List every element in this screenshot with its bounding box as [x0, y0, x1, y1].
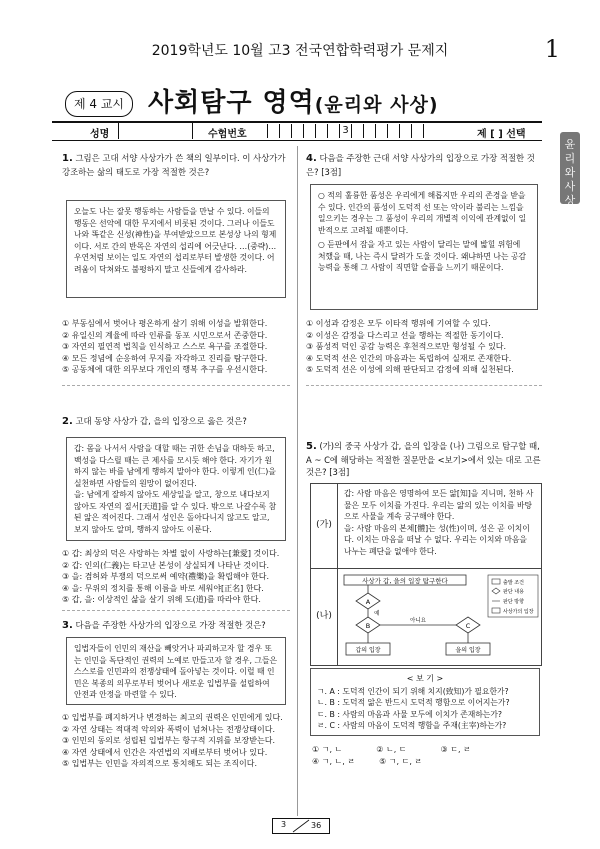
- node-b: B: [365, 622, 371, 630]
- exam-header-title: 2019학년도 10월 고3 전국연합학력평가 문제지: [151, 43, 449, 59]
- question-number: 1.: [62, 153, 73, 164]
- speaker-eul-text: 을: 남에게 잘하지 않아도 세상일을 알고, 창으로 내다보지 않아도 자연의 질서[天道]를 알 수 있다. 밖으로 나갈수록 참된 앎은 적어진다. 그래서 성인은 돌아다니지 않고도 알고, 보지 않아도 알며, 행하지 않아도 이룬다.: [74, 490, 277, 534]
- option[interactable]: ③ 인민의 동의로 성립된 입법부는 항구적 지위를 보장받는다.: [62, 736, 275, 746]
- question-2: [62, 415, 286, 429]
- question-3: [62, 619, 286, 633]
- question-number: 5.: [306, 441, 317, 452]
- exam-no-label: 수험번호: [208, 129, 247, 140]
- option[interactable]: ① ㄱ, ㄴ: [312, 745, 343, 754]
- bogi-item: ㄱ. A : 도덕적 인간이 되기 위해 치지(致知)가 필요한가?: [317, 687, 509, 697]
- question-number: 3.: [62, 620, 73, 631]
- question-1: [62, 152, 286, 178]
- q4-passage-box: [310, 184, 538, 310]
- question-4: [306, 152, 542, 178]
- question-5: [306, 440, 542, 479]
- node-c: C: [465, 622, 471, 630]
- option[interactable]: ③ 을: 겸허와 부쟁의 덕으로써 예약(禮樂)을 확립해야 한다.: [62, 572, 270, 582]
- legend-judge: 판단 내용: [503, 589, 524, 595]
- option[interactable]: ① 이성과 감정은 모두 이타적 행위에 기여할 수 있다.: [306, 319, 491, 328]
- option[interactable]: ⑤ 도덕적 선은 이성에 의해 판단되고 감정에 의해 실천된다.: [306, 365, 514, 375]
- flow-title: 사상가 갑, 을의 입장 탐구한다: [362, 577, 448, 585]
- bogi-item: ㄷ. B : 사람의 마음과 사물 모두에 이치가 존재하는가?: [317, 709, 503, 719]
- bogi-title: < 보 기 >: [406, 674, 444, 683]
- flow-yes-label: 예: [374, 611, 380, 617]
- q5-options: [312, 744, 540, 767]
- option[interactable]: ③ 품성적 덕인 공감 능력은 후천적으로만 형성될 수 있다.: [306, 342, 507, 352]
- na-label: (나): [311, 569, 338, 665]
- page-number: 1: [544, 35, 560, 63]
- footer-page-indicator: [272, 818, 330, 834]
- examinee-info-row: [52, 124, 542, 141]
- option[interactable]: ④ 자연 상태에서 인간은 자연법의 지배로부터 벗어나 있다.: [62, 747, 268, 757]
- legend-direction: 판단 방향: [503, 599, 524, 605]
- option[interactable]: ① 부동심에서 벗어나 평온하게 살기 위해 이성을 발휘한다.: [62, 319, 268, 328]
- exam-no-digit: 3: [339, 124, 351, 138]
- flow-no-label: 아니요: [410, 618, 426, 624]
- column-divider: [297, 146, 298, 816]
- question-stem: (가)의 중국 사상가 갑, 을의 입장을 (나) 그림으로 탐구할 때, A ~ C에 해당하는 적절한 질문만을 <보기>에서 있는 대로 고른 것은? [3점]: [306, 441, 541, 477]
- row-na: [311, 569, 541, 665]
- q4-bullet: ○ 듣판에서 잠을 자고 있는 사람이 달리는 말에 밟힐 위험에 처했을 때, 나는 즉시 달려가 도울 것이다. 왜냐하면 나는 공감 능력을 통해 그 사람이 직면할 슬픔을 느끼기 때문이다.: [318, 240, 527, 272]
- flow-gap-result: 갑의 입장: [355, 647, 381, 654]
- footer-page: 3: [281, 820, 287, 829]
- divider: [192, 123, 194, 139]
- option[interactable]: ④ ㄱ, ㄴ, ㄹ: [312, 756, 356, 766]
- question-stem: 그림은 고대 서양 사상가가 쓴 책의 일부이다. 이 사상가가 강조하는 삶의 태도로 가장 적절한 것은?: [62, 153, 286, 177]
- separator: [62, 610, 290, 611]
- option[interactable]: ① 입법부를 폐지하거나 변경하는 최고의 권력은 인민에게 있다.: [62, 713, 283, 722]
- option[interactable]: ⑤ ㄱ, ㄷ, ㄹ: [379, 756, 423, 766]
- option[interactable]: ③ ㄷ, ㄹ: [440, 745, 471, 754]
- question-stem: 고대 동양 사상가 갑, 을의 입장으로 옳은 것은?: [75, 416, 247, 426]
- subject-sub: (윤리와 사상): [314, 94, 439, 116]
- q3-passage-box: 입법자들이 인민의 재산을 빼앗거나 파괴하고자 할 경우 또는 인민을 독단적인 권력의 노예로 만들고자 할 경우, 그들은 스스로를 인민과의 전쟁상태에 돌아넣는 것이다. 이럴 때 인민은 복종의 의무로부터 벗어나 새로운 입법부를 설립하여 안전과 안정을 마련할 수 있다.: [66, 637, 286, 705]
- footer-total: 36: [311, 821, 322, 830]
- q1-passage-box: 오늘도 나는 잘못 행동하는 사람들을 만날 수 있다. 이들의 행동은 선악에 대한 무지에서 비롯된 것이다. 그러나 이들도 나와 똑같은 신성(神性)을 부여받았으므로 본성상 나의 형제이다. 서로 간의 반목은 자연의 섭리에 어긋난다. …(중략)… 우연처럼 보이는 일도 자연의 섭리로부터 발생한 것이다. 어려움이 닥쳐와도 불평하지 말고 신들에게 감사하라.: [66, 200, 286, 298]
- question-stem: 다음을 주장한 사상가의 입장으로 가장 적절한 것은?: [75, 620, 266, 630]
- speaker-gap-text: 갑: 몸을 나서서 사람을 대할 때는 귀한 손님을 대하듯 하고, 백성을 다스릴 때는 큰 제사를 모시듯 해야 한다. 자기가 원하지 않는 바를 남에게 행하지 말아야 한다. 이렇게 인(仁)을 실천하면 사람들의 원망이 없어진다.: [74, 444, 276, 488]
- flowchart: [338, 569, 541, 665]
- option[interactable]: ② ㄴ, ㄷ: [376, 745, 407, 754]
- option[interactable]: ② 갑: 인의(仁義)는 타고난 본성이 상실되게 나타난 것이다.: [62, 560, 270, 570]
- side-subject-tab: 윤리와 사상: [560, 132, 580, 204]
- q4-bullet: ○ 적의 훌륭한 품성은 우리에게 해롭지만 우리의 존경을 받을 수 있다. 인간의 품성이 도덕적 선 또는 악이라 불리는 느낌을 일으키는 경우는 그 품성이 우리의 개별적 이익에 관계없이 일반적으로 고려될 때뿐이다.: [318, 191, 527, 235]
- q4-options: [306, 318, 542, 376]
- question-number: 2.: [62, 416, 73, 427]
- option[interactable]: ② 자연 상태는 적대적 악의와 폭력이 넘쳐나는 전쟁상태이다.: [62, 724, 275, 734]
- divider: [118, 123, 120, 139]
- option[interactable]: ① 갑: 최상의 덕은 사랑하는 차별 없이 사랑하는[兼愛] 것이다.: [62, 549, 280, 558]
- name-label: 성명: [90, 129, 110, 140]
- ga-label: (가): [311, 484, 338, 568]
- question-stem: 다음을 주장한 근대 서양 사상가의 입장으로 가장 적절한 것은? [3점]: [306, 153, 535, 177]
- bogi-item: ㄹ. C : 사람의 마음이 도덕적 행함을 주재(主宰)하는가?: [317, 720, 507, 730]
- option[interactable]: ⑤ 입법부는 인민을 자의적으로 통치해도 되는 조직이다.: [62, 759, 257, 769]
- row-ga: [311, 484, 541, 569]
- bogi-box: [310, 668, 540, 736]
- option[interactable]: ④ 을: 무위의 정치를 통해 이름을 바로 세워야[正名] 한다.: [62, 583, 264, 593]
- choice-label: 제 [ ] 선택: [477, 129, 526, 140]
- option[interactable]: ② 유일신의 계율에 따라 인류를 동포 시민으로서 존중한다.: [62, 330, 268, 340]
- ga-text: 갑: 사람 마음은 영명하여 모든 앎[知]을 지니며, 천하 사물은 모두 이치를 가진다. 우리는 앎의 있는 이치를 바탕으로 사물을 계속 궁구해야 한다. 을: 사람 마음의 본체[體]는 성(性)이며, 성은 곧 이치이다. 이치는 마음을 떠날 수 없다. 우리는 이치와 마음을 나누는 폐단을 없애야 한다.: [344, 489, 534, 556]
- period-badge: 제 4 교시: [65, 91, 133, 117]
- separator: [62, 385, 290, 386]
- subject-title: [148, 82, 439, 119]
- q2-options: [62, 548, 290, 606]
- flow-eul-result: 을의 입장: [455, 647, 481, 654]
- option[interactable]: ③ 자연의 필연적 법칙을 인식하고 스스로 욕구를 조절한다.: [62, 342, 268, 352]
- option[interactable]: ⑤ 공동체에 대한 의무보다 개인의 행복 추구를 우선시한다.: [62, 365, 268, 375]
- option[interactable]: ④ 도덕적 선은 인간의 마음과는 독립하여 실재로 존재한다.: [306, 353, 512, 363]
- q5-ga-na-table: [310, 483, 542, 666]
- bogi-item: ㄴ. B : 도덕적 앎은 반드시 도덕적 행함으로 이어지는가?: [317, 698, 510, 708]
- q3-options: [62, 712, 290, 770]
- option[interactable]: ② 이성은 감정을 다스리고 선을 행하는 적절한 동기이다.: [306, 330, 504, 340]
- legend-position: 사상가의 입장: [503, 609, 534, 615]
- subject-main: 사회탐구 영역: [148, 88, 315, 118]
- flowchart-svg: [338, 569, 542, 663]
- option[interactable]: ⑤ 갑, 을: 이상적인 삶을 살기 위해 도(道)를 따라야 한다.: [62, 595, 261, 605]
- exam-no-grid[interactable]: [267, 124, 424, 138]
- q1-options: [62, 318, 290, 376]
- separator: [306, 385, 542, 386]
- node-a: A: [365, 598, 371, 606]
- question-number: 4.: [306, 153, 317, 164]
- q2-passage-box: [66, 437, 286, 541]
- title-rule: [52, 121, 542, 123]
- legend-start: 출발 조건: [503, 580, 524, 586]
- option[interactable]: ④ 모든 정념에 순응하여 무지를 자각하고 진리를 탐구한다.: [62, 353, 268, 363]
